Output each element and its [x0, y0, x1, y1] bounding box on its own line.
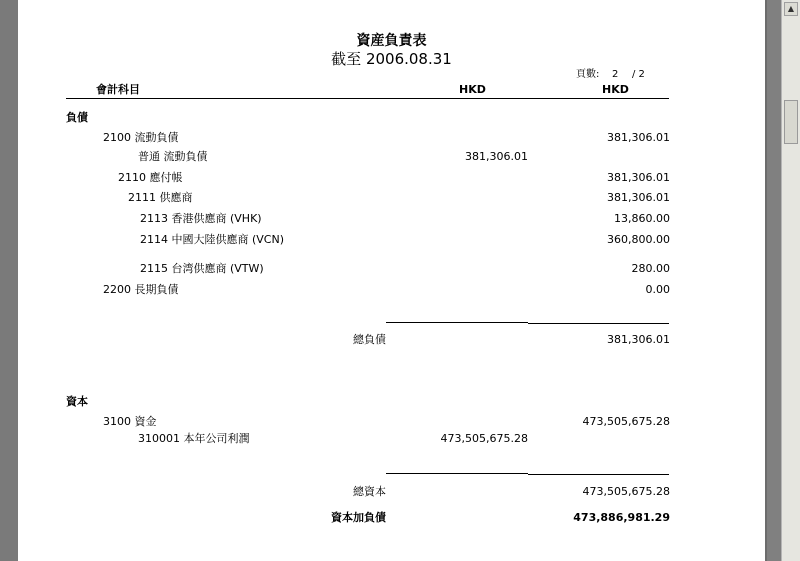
header-currency-mid: HKD [459, 83, 486, 96]
grand-total-value: 473,886,981.29 [573, 511, 670, 524]
header-currency-right: HKD [602, 83, 629, 96]
vertical-scrollbar[interactable] [781, 0, 800, 561]
subtotal-rule-right [528, 474, 669, 475]
row-label: 2110 應付帳 [118, 171, 183, 184]
page-label: 頁數: [576, 69, 600, 80]
page-current: 2 [612, 69, 619, 80]
row-label: 3100 資金 [103, 415, 157, 428]
row-right-value: 280.00 [631, 262, 670, 275]
row-mid-value: 381,306.01 [465, 150, 528, 163]
row-right-value: 381,306.01 [607, 131, 670, 144]
scroll-thumb[interactable] [784, 100, 798, 144]
page-total: / 2 [632, 69, 645, 80]
row-label: 2111 供應商 [128, 191, 193, 204]
report-page [18, 0, 765, 561]
total-capital-value: 473,505,675.28 [582, 485, 670, 498]
row-mid-value: 473,505,675.28 [440, 432, 528, 445]
row-label: 2113 香港供應商 (VHK) [140, 212, 262, 225]
row-right-value: 473,505,675.28 [582, 415, 670, 428]
row-right-value: 360,800.00 [607, 233, 670, 246]
header-account: 會計科目 [96, 83, 140, 96]
row-label: 2114 中國大陸供應商 (VCN) [140, 233, 285, 246]
row-right-value: 13,860.00 [614, 212, 670, 225]
row-label: 2200 長期負債 [103, 283, 179, 296]
section-liabilities: 負債 [66, 111, 88, 124]
subtotal-rule-right [528, 323, 669, 324]
subtotal-rule-mid [386, 473, 528, 474]
row-label: 310001 本年公司利潤 [138, 432, 250, 445]
viewer-left-margin [0, 0, 19, 561]
report-subtitle: 截至 2006.08.31 [331, 50, 452, 68]
grand-total-label: 資本加負債 [331, 511, 386, 524]
row-right-value: 0.00 [645, 283, 670, 296]
total-liabilities-value: 381,306.01 [607, 333, 670, 346]
row-label: 普通 流動負債 [138, 150, 208, 163]
row-label: 2115 台湾供應商 (VTW) [140, 262, 264, 275]
section-capital: 資本 [66, 395, 88, 408]
header-rule [66, 98, 669, 99]
subtotal-rule-mid [386, 322, 528, 323]
row-right-value: 381,306.01 [607, 171, 670, 184]
total-liabilities-label: 總負債 [353, 333, 386, 346]
row-label: 2100 流動負債 [103, 131, 179, 144]
row-right-value: 381,306.01 [607, 191, 670, 204]
scroll-up-icon[interactable]: ▲ [784, 2, 798, 16]
report-title: 資産負責表 [356, 33, 427, 49]
total-capital-label: 總資本 [353, 485, 386, 498]
